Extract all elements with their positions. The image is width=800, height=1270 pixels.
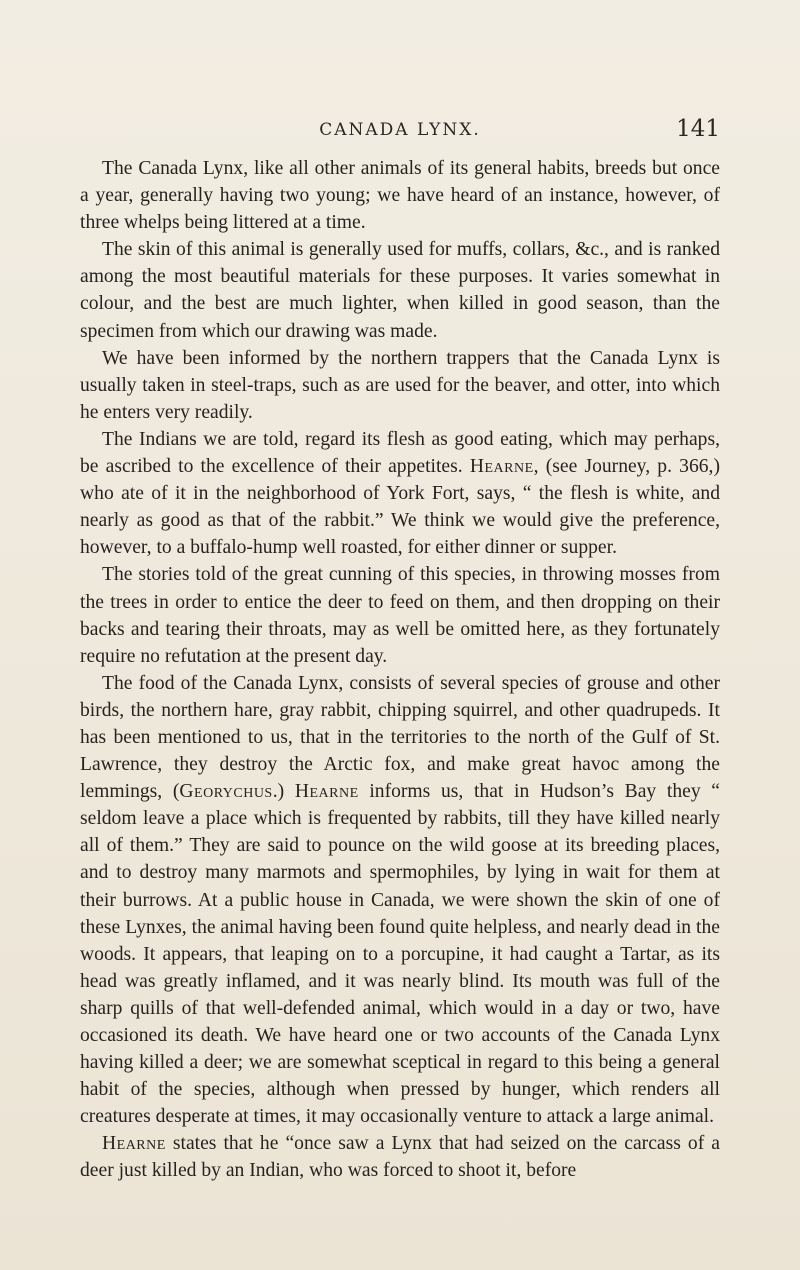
text-run: .)	[272, 781, 295, 803]
paragraph	[80, 1130, 720, 1184]
text-run: The Indians we are told, regard its flesh as good eating, which may perhaps, be ascribed to the excellence of their appetites.	[80, 428, 720, 478]
paragraph	[80, 155, 720, 236]
body-text	[80, 155, 720, 1185]
running-title: CANADA LYNX.	[319, 120, 481, 140]
text-run: , (see Journey, p. 366,) who ate of it in the neighborhood of York Fort, says, “ the flesh is white, and nearly as good as that of the rabbit.” We think we would give the preference, however, to a buffalo-hump well roasted, for either dinner or supper.	[80, 456, 720, 559]
text-run: The stories told of the great cunning of this species, in throwing mosses from the trees in order to entice the deer to feed on them, and then dropping on their backs and tearing their throats, may as well be omitted here, as they fortunately require no refutation at the present day.	[80, 564, 720, 667]
text-run: informs us, that in Hudson’s Bay they “ seldom leave a place which is frequented by rabbits, till they have killed nearly all of them.” They are said to pounce on the wild goose at its breeding places, and to destroy many marmots and spermophiles, by lying in wait for them at their burrows. At a public house in Canada, we were shown the skin of one of these Lynxes, the animal having been found quite helpless, and nearly dead in the woods. It appears, that leaping on to a porcupine, it had caught a Tartar, as its head was greatly inflamed, and it was nearly blind. Its mouth was full of the sharp quills of that well-defended animal, which would in a day or two, have occasioned its death. We have heard one or two accounts of the Canada Lynx having killed a deer; we are somewhat sceptical in regard to this being a general habit of the species, although when pressed by hunger, which renders all creatures desperate at times, it may occasionally venture to attack a large animal.	[80, 781, 721, 1128]
paragraph	[80, 561, 720, 669]
text-run: The Canada Lynx, like all other animals of its general habits, breeds but once a year, generally having two young; we have heard of an instance, however, of three whelps being littered at a time.	[80, 158, 720, 234]
paragraph	[80, 236, 720, 344]
text-run: states that he “once saw a Lynx that had seized on the carcass of a deer just killed by an Indian, who was forced to shoot it, before	[80, 1133, 720, 1182]
paragraph	[80, 426, 720, 561]
text-run: We have been informed by the northern trappers that the Canada Lynx is usually taken in steel-traps, such as are used for the beaver, and otter, into which he enters very readily.	[80, 347, 720, 423]
paragraph	[80, 670, 720, 1131]
text-run: The food of the Canada Lynx, consists of several species of grouse and other birds, the northern hare, gray rabbit, chipping squirrel, and other quadrupeds. It has been mentioned to us, that in the territories to the north of the Gulf of St. Lawrence, they destroy the Arctic fox, and make great havoc among the lemmings, (	[80, 672, 720, 803]
text-run: The skin of this animal is generally used for muffs, collars, &c., and is ranked among the most beautiful materials for these purposes. It varies somewhat in colour, and the best are much lighter, when killed in good season, than the specimen from which our drawing was made.	[80, 239, 720, 342]
page-number: 141	[676, 116, 720, 142]
small-caps-name: Hearne	[294, 781, 359, 803]
small-caps-name: Hearne	[469, 456, 534, 478]
small-caps-name: Hearne	[102, 1133, 166, 1155]
running-head	[80, 116, 720, 146]
small-caps-name: Georychus	[179, 781, 273, 803]
paragraph	[80, 345, 720, 426]
